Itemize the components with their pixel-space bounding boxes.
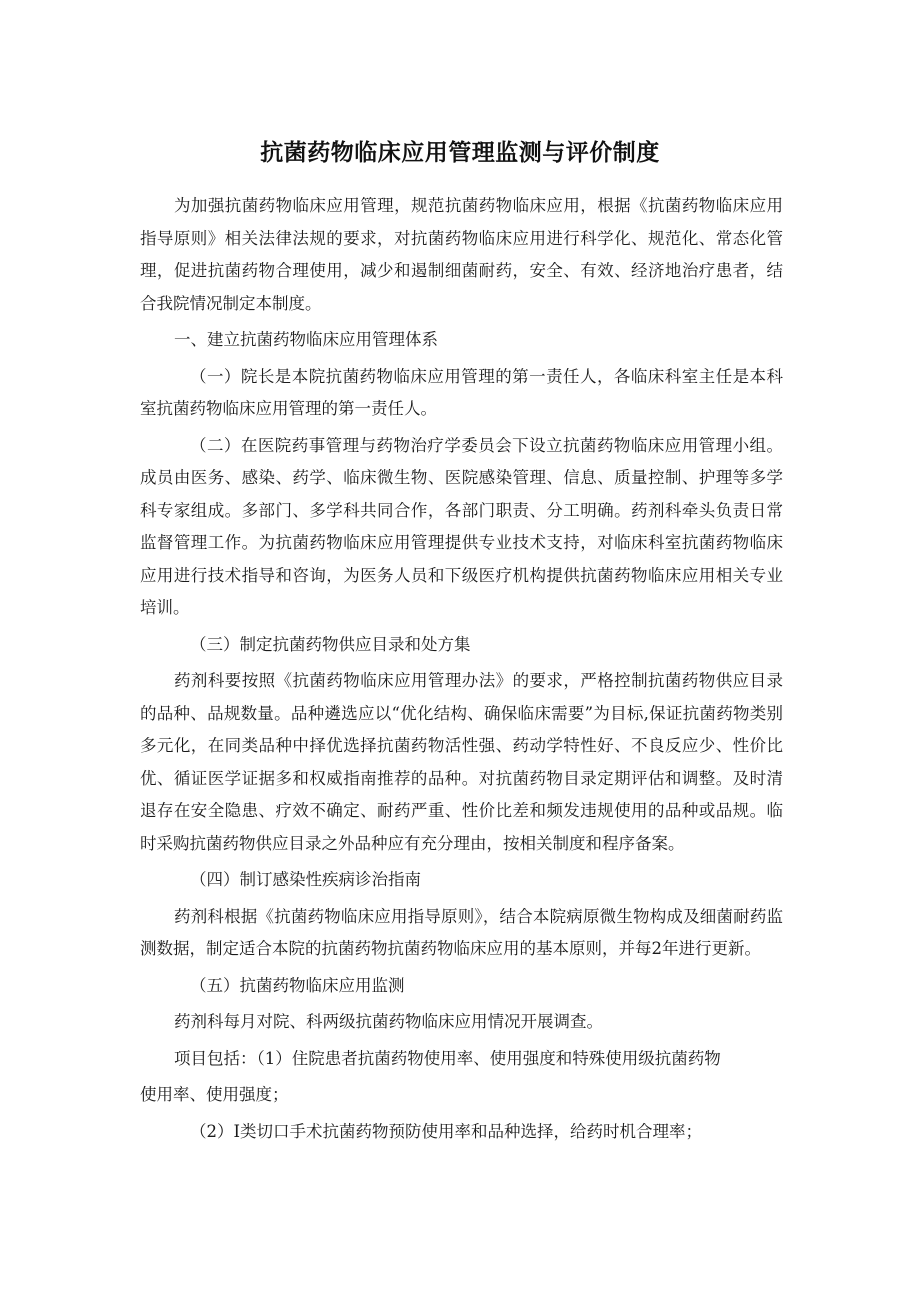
subsection-3-paragraph: 药剂科要按照《抗菌药物临床应用管理办法》的要求，严格控制抗菌药物供应目录的品种、品规数量。品种遴选应以“优化结构、确保临床需要”为目标,保证抗菌药物类别多元化，在同类品种中择优选择抗菌药物活性强、药动学特性好、不良反应少、性价比优、循证医学证据多和权威指南推荐的品种。对抗菌药物目录定期评估和调整。及时清退存在安全隐患、疗效不确定、耐药严重、性价比差和频发违规使用的品种或品规。临时采购抗菌药物供应目录之外品种应有充分理由，按相关制度和程序备案。 bbox=[140, 671, 783, 853]
subsection-5-heading: （五）抗菌药物临床应用监测 bbox=[190, 975, 405, 995]
items-paragraph: 项目包括：（1）住院患者抗菌药物使用率、使用强度和特殊使用级抗菌药物 bbox=[174, 1048, 721, 1068]
intro-paragraph: 为加强抗菌药物临床应用管理，规范抗菌药物临床应用，根据《抗菌药物临床应用指导原则》相关法律法规的要求，对抗菌药物临床应用进行科学化、规范化、常态化管理，促进抗菌药物合理使用，减少和遏制细菌耐药，安全、有效、经济地治疗患者，结合我院情况制定本制度。 bbox=[140, 196, 783, 313]
subsection-4-paragraph: 药剂科根据《抗菌药物临床应用指导原则》，结合本院病原微生物构成及细菌耐药监测数据，制定适合本院的抗菌药物抗菌药物临床应用的基本原则，并每2年进行更新。 bbox=[140, 906, 783, 958]
document-title: 抗菌药物临床应用管理监测与评价制度 bbox=[260, 140, 660, 166]
subsection-1-paragraph: （一）院长是本院抗菌药物临床应用管理的第一责任人，各临床科室主任是本科室抗菌药物临床应用管理的第一责任人。 bbox=[140, 366, 783, 418]
subsection-2-paragraph: （二）在医院药事管理与药物治疗学委员会下设立抗菌药物临床应用管理小组。成员由医务、感染、药学、临床微生物、医院感染管理、信息、质量控制、护理等多学科专家组成。多部门、多学科共同合作，各部门职责、分工明确。药剂科牵头负责日常监督管理工作。为抗菌药物临床应用管理提供专业技术支持，对临床科室抗菌药物临床应用进行技术指导和咨询，为医务人员和下级医疗机构提供抗菌药物临床应用相关专业培训。 bbox=[140, 435, 783, 617]
document-body bbox=[140, 190, 783, 1152]
subsection-4-heading: （四）制订感染性疾病诊治指南 bbox=[190, 870, 421, 889]
section-heading-1: 一、建立抗菌药物临床应用管理体系 bbox=[174, 330, 438, 349]
subsection-3-heading: （三）制定抗菌药物供应目录和处方集 bbox=[190, 634, 471, 654]
item-2-paragraph: （2）I类切口手术抗菌药物预防使用率和品种选择，给药时机合理率； bbox=[190, 1121, 703, 1141]
items-paragraph-continued: 使用率、使用强度； bbox=[140, 1085, 289, 1104]
subsection-5-paragraph: 药剂科每月对院、科两级抗菌药物临床应用情况开展调查。 bbox=[174, 1012, 603, 1031]
